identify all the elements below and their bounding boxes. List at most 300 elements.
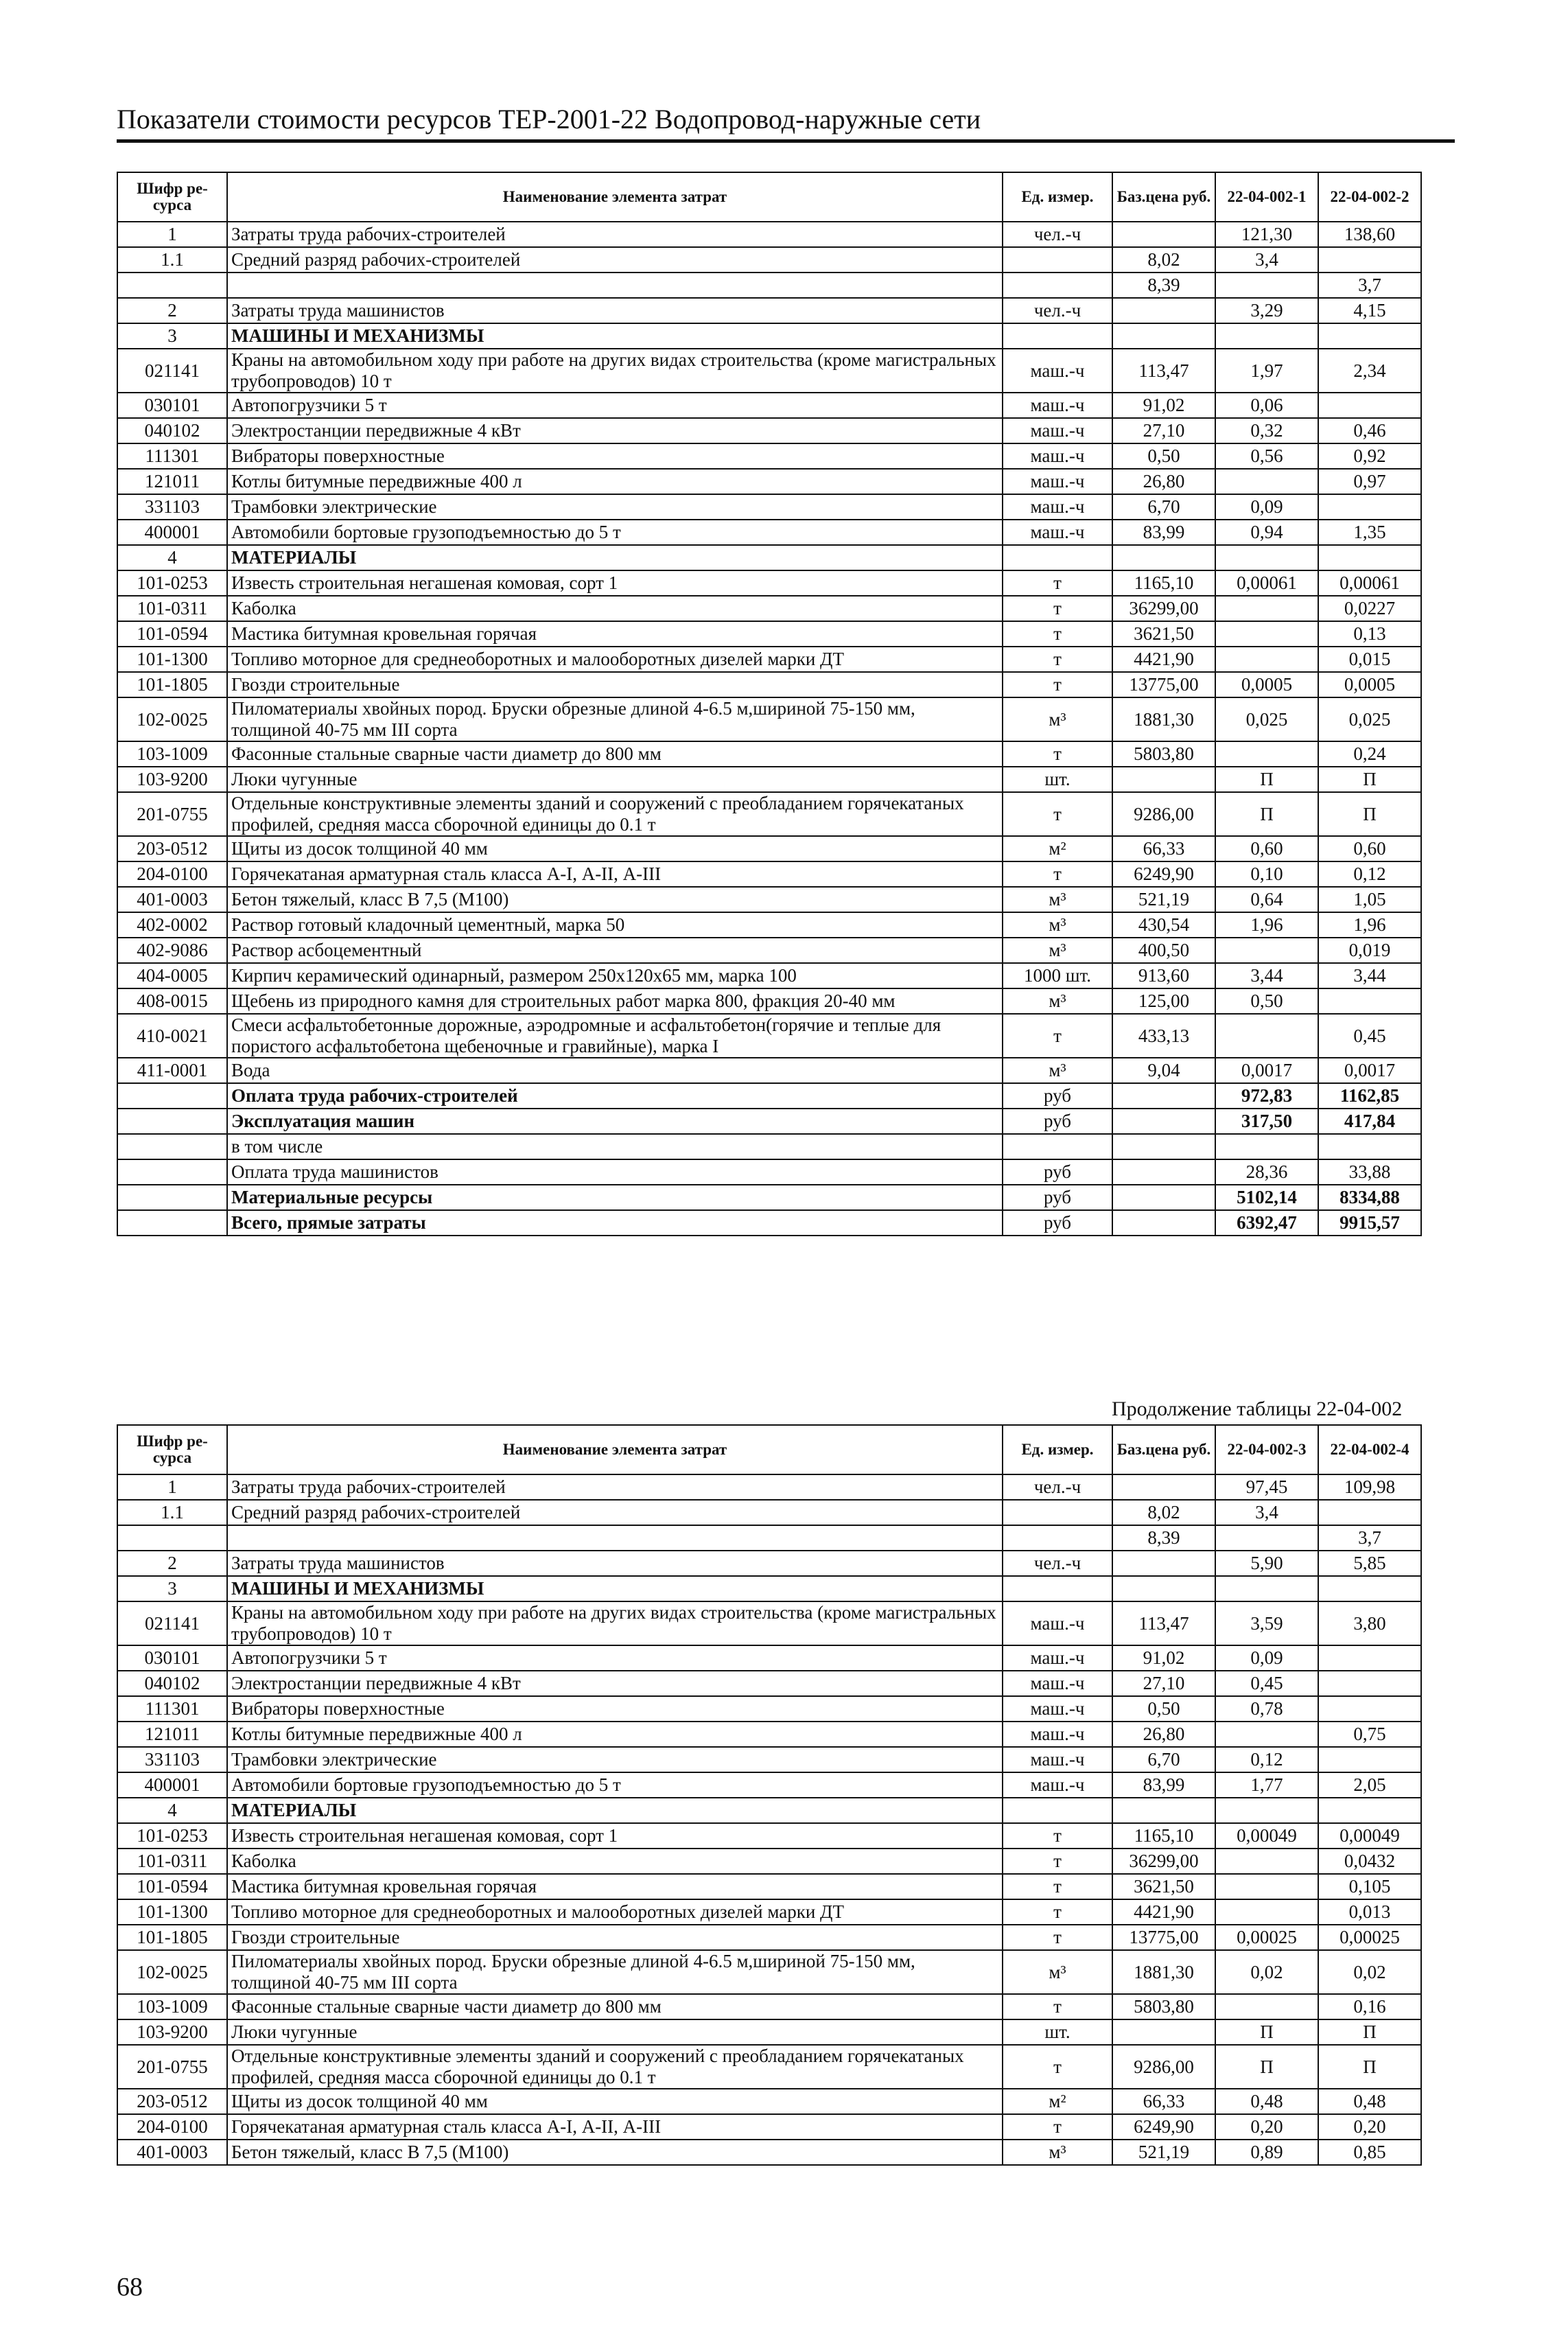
table-row xyxy=(117,887,1421,912)
norm-value-2 xyxy=(1318,1134,1421,1159)
norm-value-1 xyxy=(1215,647,1318,672)
cost-element-name: Краны на автомобильном ходу при работе на других видах строительства (кроме магистральных трубопроводов) 10 т xyxy=(227,1601,1003,1645)
cost-element-name: Пиломатериалы хвойных пород. Бруски обрезные длиной 4-6.5 м,шириной 75-150 мм, толщиной 40-75 мм III сорта xyxy=(227,1950,1003,1994)
resource-code: 201-0755 xyxy=(117,2045,227,2089)
table-row xyxy=(117,963,1421,988)
column-header: Баз.цена руб. xyxy=(1112,172,1215,222)
base-price: 6249,90 xyxy=(1112,861,1215,887)
table-row xyxy=(117,2089,1421,2114)
norm-value-1: 0,32 xyxy=(1215,418,1318,443)
table-row xyxy=(117,741,1421,767)
table-row xyxy=(117,1849,1421,1874)
norm-value-2: 0,16 xyxy=(1318,1994,1421,2019)
norm-value-2: 0,015 xyxy=(1318,647,1421,672)
norm-value-1: 317,50 xyxy=(1215,1109,1318,1134)
unit: т xyxy=(1003,741,1112,767)
cost-element-name: Оплата труда машинистов xyxy=(227,1159,1003,1185)
unit: руб xyxy=(1003,1159,1112,1185)
base-price: 430,54 xyxy=(1112,912,1215,938)
norm-value-1 xyxy=(1215,469,1318,494)
unit: 1000 шт. xyxy=(1003,963,1112,988)
norm-value-1: 28,36 xyxy=(1215,1159,1318,1185)
unit: маш.-ч xyxy=(1003,1772,1112,1798)
base-price: 91,02 xyxy=(1112,393,1215,418)
norm-value-2: 0,00049 xyxy=(1318,1823,1421,1849)
resource-code xyxy=(117,1134,227,1159)
base-price: 6,70 xyxy=(1112,1747,1215,1772)
resource-code: 204-0100 xyxy=(117,861,227,887)
resource-code: 331103 xyxy=(117,1747,227,1772)
resource-code: 400001 xyxy=(117,520,227,545)
base-price: 66,33 xyxy=(1112,2089,1215,2114)
unit: шт. xyxy=(1003,2019,1112,2045)
resource-code: 030101 xyxy=(117,393,227,418)
column-header: Ед. измер. xyxy=(1003,172,1112,222)
norm-value-1: 0,20 xyxy=(1215,2114,1318,2140)
norm-value-2: 4,15 xyxy=(1318,298,1421,323)
norm-value-2: 0,013 xyxy=(1318,1899,1421,1925)
cost-element-name: Фасонные стальные сварные части диаметр до 800 мм xyxy=(227,1994,1003,2019)
norm-value-1: 6392,47 xyxy=(1215,1210,1318,1236)
column-header: 22-04-002-2 xyxy=(1318,172,1421,222)
table-row xyxy=(117,545,1421,570)
norm-value-1: 0,00049 xyxy=(1215,1823,1318,1849)
table-row xyxy=(117,1747,1421,1772)
base-price xyxy=(1112,1210,1215,1236)
norm-value-2: 0,025 xyxy=(1318,697,1421,741)
unit: т xyxy=(1003,861,1112,887)
resource-code: 401-0003 xyxy=(117,887,227,912)
base-price xyxy=(1112,767,1215,792)
resource-code: 102-0025 xyxy=(117,697,227,741)
base-price: 13775,00 xyxy=(1112,1925,1215,1950)
table-row xyxy=(117,836,1421,861)
table-row xyxy=(117,469,1421,494)
norm-value-2: 0,75 xyxy=(1318,1722,1421,1747)
resource-code xyxy=(117,1159,227,1185)
norm-value-2 xyxy=(1318,1671,1421,1696)
cost-element-name: Щиты из досок толщиной 40 мм xyxy=(227,2089,1003,2114)
cost-element-name: Электростанции передвижные 4 кВт xyxy=(227,418,1003,443)
norm-value-1: 0,06 xyxy=(1215,393,1318,418)
base-price: 8,02 xyxy=(1112,247,1215,273)
unit: маш.-ч xyxy=(1003,494,1112,520)
base-price xyxy=(1112,1474,1215,1500)
norm-value-2: 0,20 xyxy=(1318,2114,1421,2140)
cost-element-name: Автопогрузчики 5 т xyxy=(227,1645,1003,1671)
norm-value-1 xyxy=(1215,1014,1318,1058)
norm-value-2: 1,35 xyxy=(1318,520,1421,545)
resource-code: 101-1805 xyxy=(117,1925,227,1950)
norm-value-1 xyxy=(1215,1525,1318,1551)
base-price: 3621,50 xyxy=(1112,621,1215,647)
table-header-row xyxy=(117,172,1421,222)
norm-value-2: 0,60 xyxy=(1318,836,1421,861)
page-number: 68 xyxy=(117,2273,143,2302)
unit: т xyxy=(1003,647,1112,672)
cost-element-name: Всего, прямые затраты xyxy=(227,1210,1003,1236)
unit: м³ xyxy=(1003,697,1112,741)
resource-code: 4 xyxy=(117,545,227,570)
norm-value-2: 3,7 xyxy=(1318,273,1421,298)
cost-element-name: Трамбовки электрические xyxy=(227,494,1003,520)
cost-element-name: Котлы битумные передвижные 400 л xyxy=(227,1722,1003,1747)
cost-element-name: Фасонные стальные сварные части диаметр до 800 мм xyxy=(227,741,1003,767)
base-price xyxy=(1112,222,1215,247)
norm-value-2: 0,00025 xyxy=(1318,1925,1421,1950)
cost-element-name xyxy=(227,273,1003,298)
resource-code: 111301 xyxy=(117,1696,227,1722)
table-row xyxy=(117,1083,1421,1109)
norm-value-1: 121,30 xyxy=(1215,222,1318,247)
cost-element-name: Мастика битумная кровельная горячая xyxy=(227,1874,1003,1899)
unit: м³ xyxy=(1003,912,1112,938)
base-price: 8,39 xyxy=(1112,273,1215,298)
unit: чел.-ч xyxy=(1003,1551,1112,1576)
norm-value-2: 0,45 xyxy=(1318,1014,1421,1058)
cost-element-name: МАТЕРИАЛЫ xyxy=(227,545,1003,570)
norm-value-2 xyxy=(1318,1576,1421,1601)
norm-value-1: 3,29 xyxy=(1215,298,1318,323)
norm-value-1: 0,12 xyxy=(1215,1747,1318,1772)
norm-value-1: 97,45 xyxy=(1215,1474,1318,1500)
table-row xyxy=(117,647,1421,672)
norm-value-2: П xyxy=(1318,2019,1421,2045)
resource-code: 402-0002 xyxy=(117,912,227,938)
norm-value-1 xyxy=(1215,1849,1318,1874)
norm-value-1: 0,94 xyxy=(1215,520,1318,545)
cost-element-name: МАШИНЫ И МЕХАНИЗМЫ xyxy=(227,1576,1003,1601)
norm-value-2: 109,98 xyxy=(1318,1474,1421,1500)
norm-value-2 xyxy=(1318,1747,1421,1772)
unit: маш.-ч xyxy=(1003,443,1112,469)
base-price xyxy=(1112,545,1215,570)
table-row xyxy=(117,938,1421,963)
table-row xyxy=(117,912,1421,938)
norm-value-2: 0,97 xyxy=(1318,469,1421,494)
base-price: 1881,30 xyxy=(1112,1950,1215,1994)
norm-value-2: 3,80 xyxy=(1318,1601,1421,1645)
table-header-row xyxy=(117,1425,1421,1474)
base-price: 913,60 xyxy=(1112,963,1215,988)
norm-value-1 xyxy=(1215,741,1318,767)
norm-value-2: 0,12 xyxy=(1318,861,1421,887)
resource-code: 101-0311 xyxy=(117,596,227,621)
cost-element-name: Люки чугунные xyxy=(227,2019,1003,2045)
table-row xyxy=(117,1500,1421,1525)
base-price: 4421,90 xyxy=(1112,647,1215,672)
base-price: 26,80 xyxy=(1112,1722,1215,1747)
cost-element-name: Щебень из природного камня для строительных работ марка 800, фракция 20-40 мм xyxy=(227,988,1003,1014)
resource-code: 3 xyxy=(117,323,227,349)
cost-element-name: Отдельные конструктивные элементы зданий и сооружений с преобладанием горячекатаных профилей, средняя масса сборочной единицы до 0.1 т xyxy=(227,2045,1003,2089)
resource-code: 101-0594 xyxy=(117,621,227,647)
norm-value-2: 3,44 xyxy=(1318,963,1421,988)
table-row xyxy=(117,418,1421,443)
cost-element-name: МАТЕРИАЛЫ xyxy=(227,1798,1003,1823)
unit: чел.-ч xyxy=(1003,222,1112,247)
unit xyxy=(1003,1798,1112,1823)
norm-value-1: 0,10 xyxy=(1215,861,1318,887)
resource-table-1 xyxy=(117,172,1422,1236)
unit: т xyxy=(1003,1925,1112,1950)
resource-code: 1 xyxy=(117,1474,227,1500)
table-row xyxy=(117,222,1421,247)
resource-code: 101-0253 xyxy=(117,570,227,596)
unit: т xyxy=(1003,1874,1112,1899)
norm-value-2: 0,0432 xyxy=(1318,1849,1421,1874)
resource-code: 4 xyxy=(117,1798,227,1823)
unit: м³ xyxy=(1003,2140,1112,2165)
cost-element-name: Каболка xyxy=(227,1849,1003,1874)
cost-element-name: Котлы битумные передвижные 400 л xyxy=(227,469,1003,494)
norm-value-1: 0,00025 xyxy=(1215,1925,1318,1950)
norm-value-1: 3,4 xyxy=(1215,247,1318,273)
cost-element-name: Мастика битумная кровельная горячая xyxy=(227,621,1003,647)
unit: маш.-ч xyxy=(1003,469,1112,494)
norm-value-1 xyxy=(1215,1576,1318,1601)
norm-value-1: 0,025 xyxy=(1215,697,1318,741)
cost-element-name: Известь строительная негашеная комовая, сорт 1 xyxy=(227,1823,1003,1849)
unit: маш.-ч xyxy=(1003,1601,1112,1645)
base-price xyxy=(1112,1134,1215,1159)
base-price xyxy=(1112,1185,1215,1210)
resource-code: 101-0253 xyxy=(117,1823,227,1849)
unit xyxy=(1003,1134,1112,1159)
cost-element-name: Средний разряд рабочих-строителей xyxy=(227,247,1003,273)
base-price xyxy=(1112,1576,1215,1601)
norm-value-2: 0,019 xyxy=(1318,938,1421,963)
unit: т xyxy=(1003,1994,1112,2019)
cost-element-name: Щиты из досок толщиной 40 мм xyxy=(227,836,1003,861)
norm-value-1 xyxy=(1215,1874,1318,1899)
resource-code: 1.1 xyxy=(117,1500,227,1525)
resource-code: 400001 xyxy=(117,1772,227,1798)
norm-value-2: 0,46 xyxy=(1318,418,1421,443)
resource-code: 404-0005 xyxy=(117,963,227,988)
norm-value-2: 5,85 xyxy=(1318,1551,1421,1576)
cost-element-name: Вибраторы поверхностные xyxy=(227,1696,1003,1722)
table-row xyxy=(117,1185,1421,1210)
base-price: 9286,00 xyxy=(1112,2045,1215,2089)
norm-value-2 xyxy=(1318,247,1421,273)
cost-element-name: Бетон тяжелый, класс В 7,5 (М100) xyxy=(227,887,1003,912)
resource-code: 402-9086 xyxy=(117,938,227,963)
resource-code: 040102 xyxy=(117,418,227,443)
base-price: 8,39 xyxy=(1112,1525,1215,1551)
unit: т xyxy=(1003,2114,1112,2140)
norm-value-1 xyxy=(1215,1134,1318,1159)
norm-value-1: 0,02 xyxy=(1215,1950,1318,1994)
cost-element-name: Автопогрузчики 5 т xyxy=(227,393,1003,418)
unit xyxy=(1003,323,1112,349)
cost-element-name: Средний разряд рабочих-строителей xyxy=(227,1500,1003,1525)
base-price: 1165,10 xyxy=(1112,1823,1215,1849)
norm-value-1 xyxy=(1215,273,1318,298)
norm-value-2 xyxy=(1318,1798,1421,1823)
norm-value-1: 0,78 xyxy=(1215,1696,1318,1722)
table-row xyxy=(117,443,1421,469)
resource-code: 201-0755 xyxy=(117,792,227,836)
table-row xyxy=(117,1722,1421,1747)
base-price: 8,02 xyxy=(1112,1500,1215,1525)
base-price: 36299,00 xyxy=(1112,596,1215,621)
table-row xyxy=(117,1925,1421,1950)
norm-value-2: 2,34 xyxy=(1318,349,1421,393)
norm-value-1: П xyxy=(1215,2045,1318,2089)
base-price: 125,00 xyxy=(1112,988,1215,1014)
norm-value-2: П xyxy=(1318,767,1421,792)
unit: т xyxy=(1003,596,1112,621)
norm-value-1: П xyxy=(1215,767,1318,792)
resource-code: 101-0594 xyxy=(117,1874,227,1899)
norm-value-1: 3,59 xyxy=(1215,1601,1318,1645)
column-header: 22-04-002-1 xyxy=(1215,172,1318,222)
unit xyxy=(1003,1525,1112,1551)
cost-element-name: Отдельные конструктивные элементы зданий и сооружений с преобладанием горячекатаных профилей, средняя масса сборочной единицы до 0.1 т xyxy=(227,792,1003,836)
norm-value-2: 417,84 xyxy=(1318,1109,1421,1134)
table-row xyxy=(117,1823,1421,1849)
cost-element-name: Вибраторы поверхностные xyxy=(227,443,1003,469)
resource-code: 408-0015 xyxy=(117,988,227,1014)
base-price: 521,19 xyxy=(1112,887,1215,912)
table-row xyxy=(117,1994,1421,2019)
cost-element-name: Пиломатериалы хвойных пород. Бруски обрезные длиной 4-6.5 м,шириной 75-150 мм, толщиной 40-75 мм III сорта xyxy=(227,697,1003,741)
norm-value-1: 1,77 xyxy=(1215,1772,1318,1798)
base-price: 5803,80 xyxy=(1112,741,1215,767)
base-price: 91,02 xyxy=(1112,1645,1215,1671)
cost-element-name: Затраты труда рабочих-строителей xyxy=(227,1474,1003,1500)
resource-code: 121011 xyxy=(117,469,227,494)
cost-element-name: Топливо моторное для среднеоборотных и малооборотных дизелей марки ДТ xyxy=(227,1899,1003,1925)
unit xyxy=(1003,273,1112,298)
resource-code xyxy=(117,1109,227,1134)
unit: м² xyxy=(1003,2089,1112,2114)
cost-element-name: Люки чугунные xyxy=(227,767,1003,792)
norm-value-1: 5,90 xyxy=(1215,1551,1318,1576)
unit xyxy=(1003,545,1112,570)
resource-code: 410-0021 xyxy=(117,1014,227,1058)
table-row xyxy=(117,697,1421,741)
table-row xyxy=(117,1874,1421,1899)
resource-code: 101-1300 xyxy=(117,1899,227,1925)
table-row xyxy=(117,621,1421,647)
unit: чел.-ч xyxy=(1003,1474,1112,1500)
resource-code: 203-0512 xyxy=(117,836,227,861)
cost-element-name: Гвозди строительные xyxy=(227,1925,1003,1950)
resource-code: 101-1300 xyxy=(117,647,227,672)
resource-code: 204-0100 xyxy=(117,2114,227,2140)
unit xyxy=(1003,247,1112,273)
norm-value-1: 0,09 xyxy=(1215,1645,1318,1671)
resource-code: 203-0512 xyxy=(117,2089,227,2114)
norm-value-2 xyxy=(1318,545,1421,570)
resource-code: 2 xyxy=(117,1551,227,1576)
cost-element-name: Затраты труда машинистов xyxy=(227,298,1003,323)
table-row xyxy=(117,792,1421,836)
norm-value-2: 0,00061 xyxy=(1318,570,1421,596)
resource-code: 103-1009 xyxy=(117,1994,227,2019)
table-row xyxy=(117,1134,1421,1159)
base-price: 4421,90 xyxy=(1112,1899,1215,1925)
resource-code: 1 xyxy=(117,222,227,247)
norm-value-2: 2,05 xyxy=(1318,1772,1421,1798)
unit: маш.-ч xyxy=(1003,1722,1112,1747)
cost-element-name: Топливо моторное для среднеоборотных и малооборотных дизелей марки ДТ xyxy=(227,647,1003,672)
resource-code: 3 xyxy=(117,1576,227,1601)
norm-value-1: 0,0005 xyxy=(1215,672,1318,697)
resource-code: 101-1805 xyxy=(117,672,227,697)
norm-value-1: 3,4 xyxy=(1215,1500,1318,1525)
norm-value-2: 0,48 xyxy=(1318,2089,1421,2114)
unit: т xyxy=(1003,1014,1112,1058)
cost-element-name: Затраты труда машинистов xyxy=(227,1551,1003,1576)
resource-code: 331103 xyxy=(117,494,227,520)
norm-value-1: 1,96 xyxy=(1215,912,1318,938)
unit: т xyxy=(1003,2045,1112,2089)
unit: м³ xyxy=(1003,988,1112,1014)
unit: м³ xyxy=(1003,1950,1112,1994)
norm-value-1: 0,50 xyxy=(1215,988,1318,1014)
table-row xyxy=(117,2019,1421,2045)
cost-element-name: МАШИНЫ И МЕХАНИЗМЫ xyxy=(227,323,1003,349)
cost-element-name: Затраты труда рабочих-строителей xyxy=(227,222,1003,247)
table-row xyxy=(117,1551,1421,1576)
table-row xyxy=(117,1525,1421,1551)
table-row xyxy=(117,1014,1421,1058)
norm-value-2: 1,05 xyxy=(1318,887,1421,912)
cost-element-name: Автомобили бортовые грузоподъемностью до 5 т xyxy=(227,520,1003,545)
base-price xyxy=(1112,1159,1215,1185)
unit: маш.-ч xyxy=(1003,1747,1112,1772)
table-row xyxy=(117,1601,1421,1645)
cost-element-name: Каболка xyxy=(227,596,1003,621)
table-row xyxy=(117,1159,1421,1185)
cost-element-name: Известь строительная негашеная комовая, сорт 1 xyxy=(227,570,1003,596)
unit xyxy=(1003,1500,1112,1525)
base-price: 26,80 xyxy=(1112,469,1215,494)
unit: т xyxy=(1003,1899,1112,1925)
norm-value-2: 9915,57 xyxy=(1318,1210,1421,1236)
cost-element-name xyxy=(227,1525,1003,1551)
base-price: 27,10 xyxy=(1112,1671,1215,1696)
norm-value-2: 0,105 xyxy=(1318,1874,1421,1899)
table-row xyxy=(117,767,1421,792)
resource-code: 111301 xyxy=(117,443,227,469)
norm-value-2: 1162,85 xyxy=(1318,1083,1421,1109)
cost-element-name: Бетон тяжелый, класс В 7,5 (М100) xyxy=(227,2140,1003,2165)
resource-code: 121011 xyxy=(117,1722,227,1747)
norm-value-1: 5102,14 xyxy=(1215,1185,1318,1210)
unit: м³ xyxy=(1003,1058,1112,1083)
base-price xyxy=(1112,1083,1215,1109)
base-price: 27,10 xyxy=(1112,418,1215,443)
base-price xyxy=(1112,298,1215,323)
unit: чел.-ч xyxy=(1003,298,1112,323)
unit: шт. xyxy=(1003,767,1112,792)
resource-code: 040102 xyxy=(117,1671,227,1696)
base-price: 0,50 xyxy=(1112,1696,1215,1722)
resource-code: 103-9200 xyxy=(117,767,227,792)
norm-value-2 xyxy=(1318,323,1421,349)
resource-code: 103-9200 xyxy=(117,2019,227,2045)
norm-value-2 xyxy=(1318,1500,1421,1525)
cost-element-name: в том числе xyxy=(227,1134,1003,1159)
norm-value-1: 0,45 xyxy=(1215,1671,1318,1696)
cost-element-name: Оплата труда рабочих-строителей xyxy=(227,1083,1003,1109)
norm-value-1 xyxy=(1215,1798,1318,1823)
unit: маш.-ч xyxy=(1003,1671,1112,1696)
